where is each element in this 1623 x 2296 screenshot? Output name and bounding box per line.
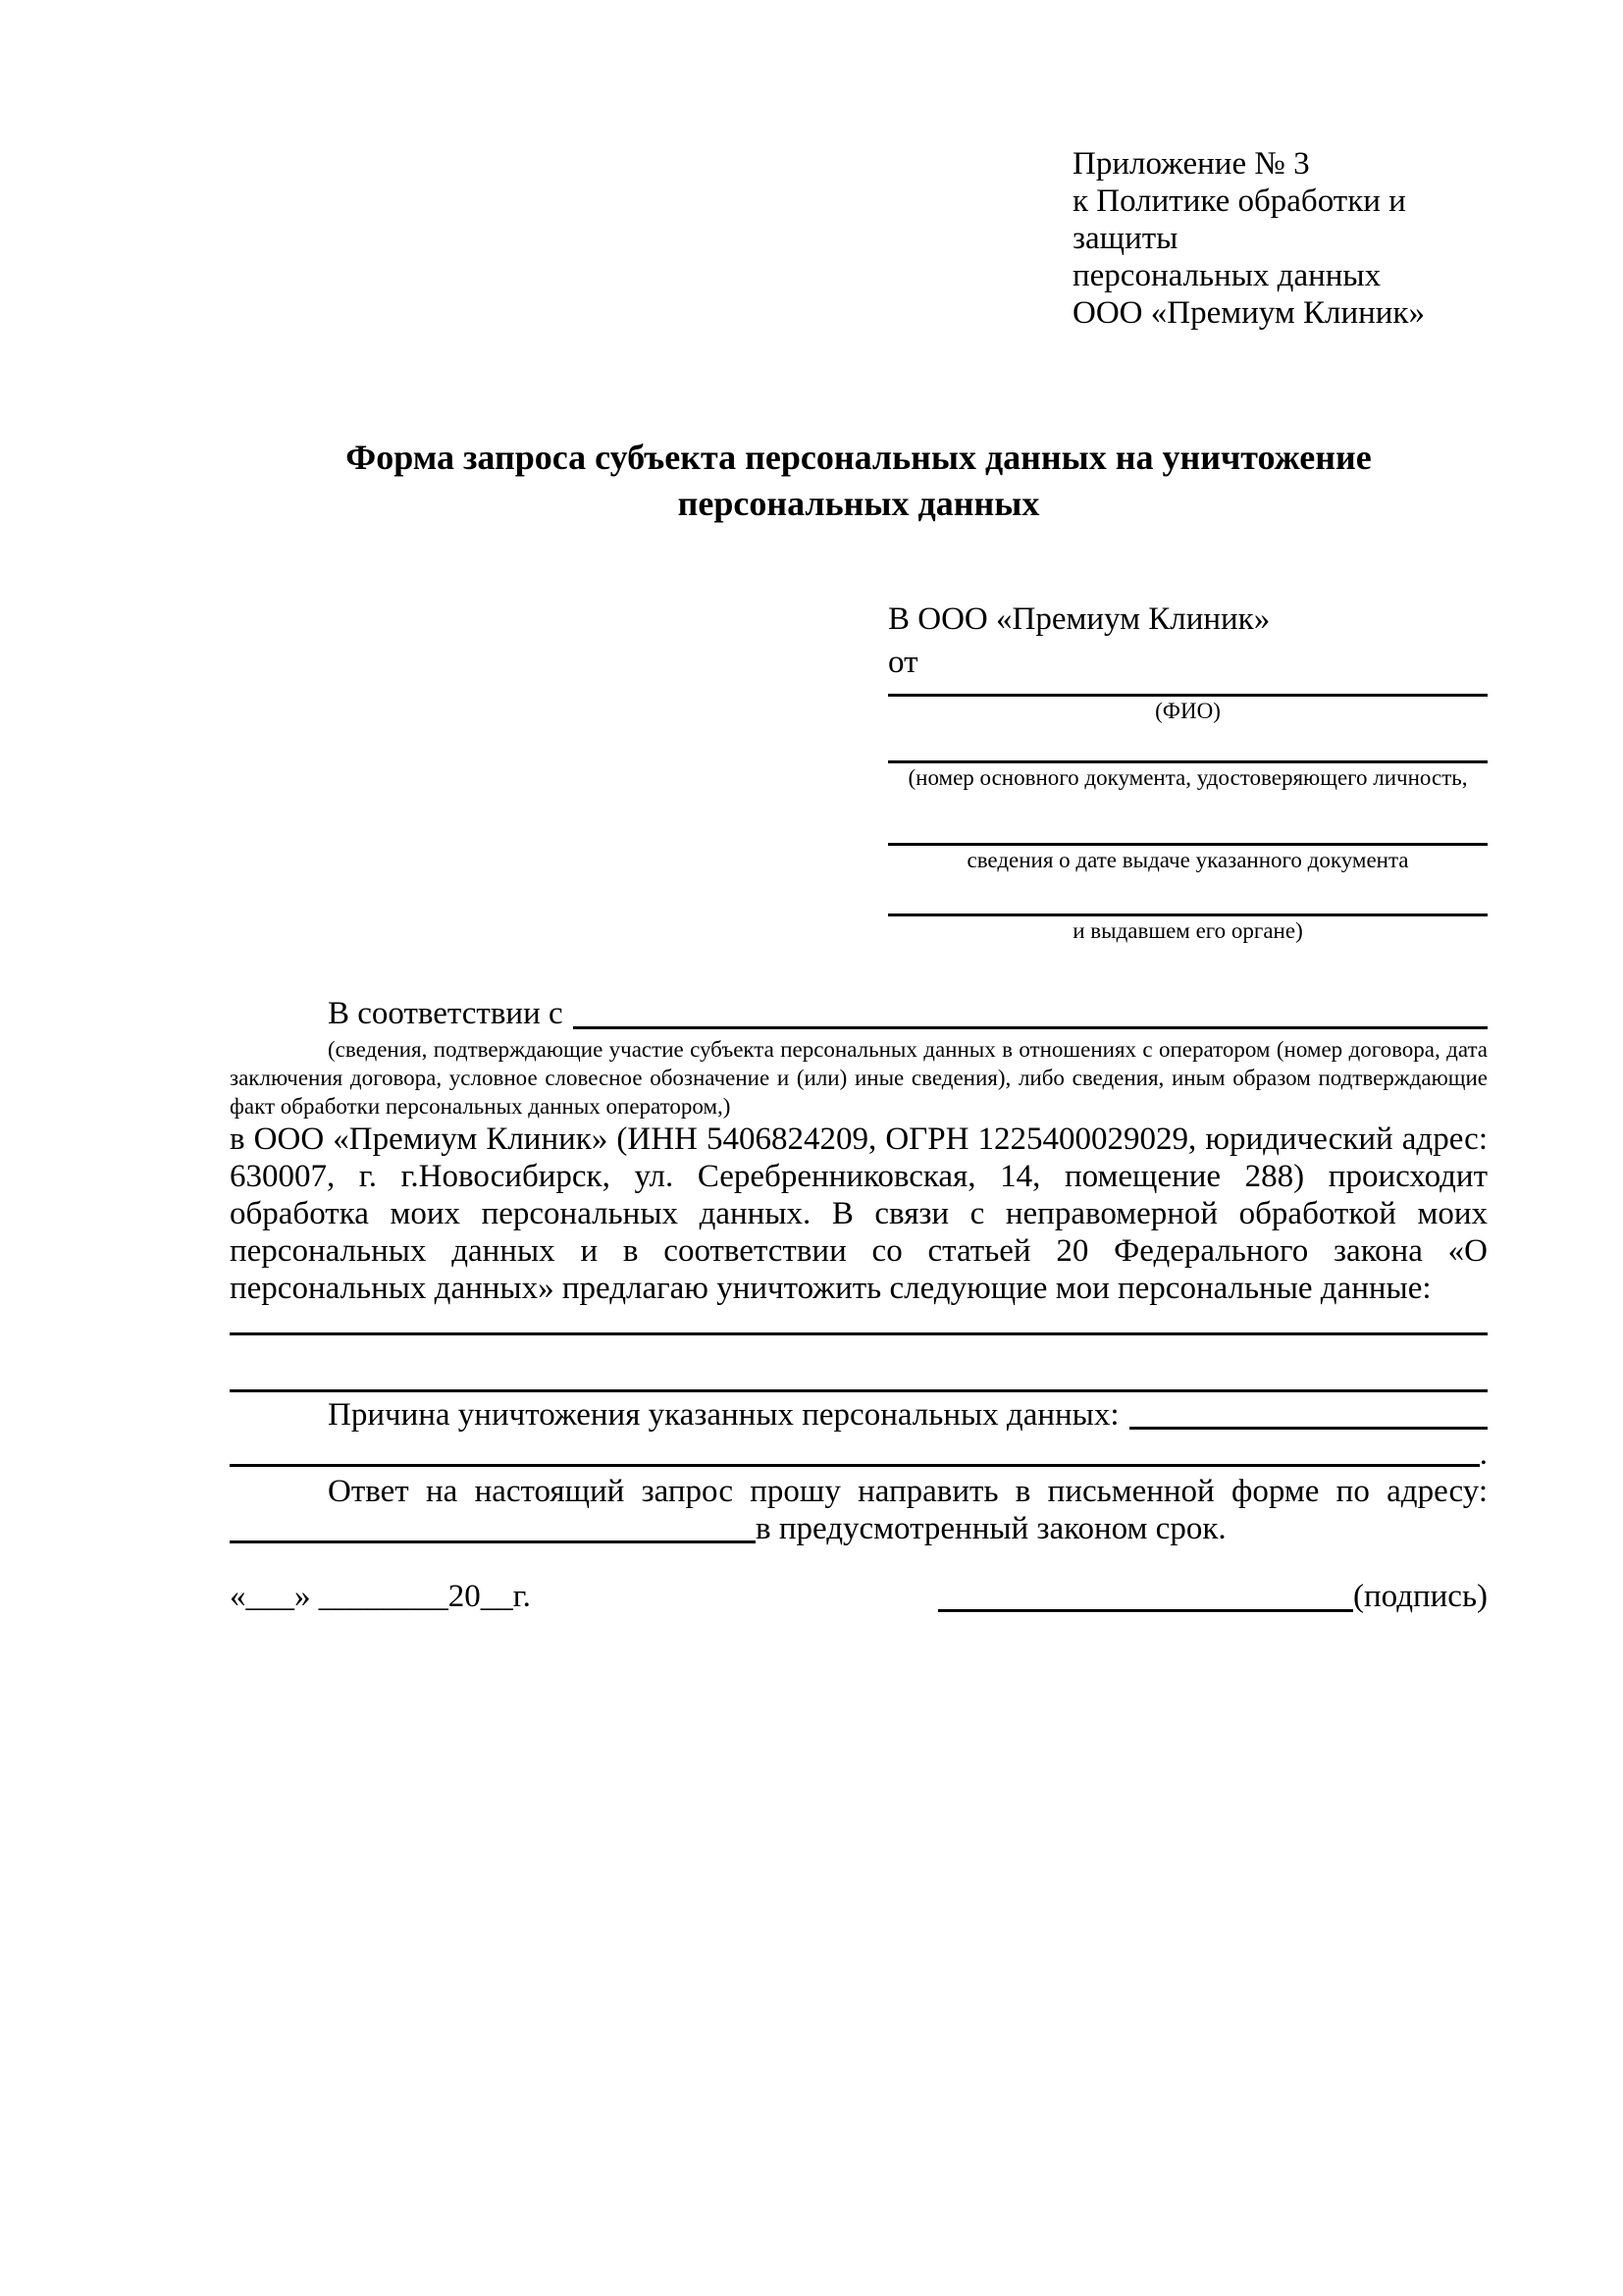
- addressee-from-label: от: [888, 645, 918, 680]
- details-blank-line-2[interactable]: [230, 1335, 1488, 1392]
- reason-continuation-blank-line[interactable]: [230, 1435, 1480, 1467]
- signature-blank-line[interactable]: [938, 1575, 1353, 1612]
- details-blank-line-1[interactable]: [230, 1307, 1488, 1335]
- header-right-line-1: Приложение № 3: [1073, 146, 1310, 182]
- fio-blank-line[interactable]: [888, 684, 1488, 697]
- fio-caption: (ФИО): [1155, 699, 1221, 723]
- date-blank[interactable]: «___» ________20__г.: [230, 1579, 531, 1614]
- issue-date-blank-line[interactable]: [888, 833, 1488, 846]
- reason-blank-line[interactable]: [1129, 1394, 1488, 1430]
- response-request-tail: в предусмотренный законом срок.: [756, 1511, 1227, 1546]
- doc-number-blank-line[interactable]: [888, 751, 1488, 763]
- response-address-blank-line[interactable]: [230, 1510, 756, 1543]
- header-right-line-4: ООО «Премиум Клиник»: [1073, 295, 1425, 331]
- addressee-block: [888, 598, 1488, 945]
- title-line-1: Форма запроса субъекта персональных данных на уничтожение: [345, 438, 1372, 477]
- reason-continuation-row: [230, 1435, 1488, 1473]
- document-title: [230, 435, 1488, 527]
- header-right-line-2: к Политике обработки и защиты: [1073, 183, 1406, 256]
- reason-row: [230, 1394, 1488, 1435]
- response-address-row: [230, 1510, 1488, 1547]
- footer-row: [230, 1575, 1488, 1618]
- header-right-line-3: персональных данных: [1073, 258, 1382, 293]
- doc-number-caption: (номер основного документа, удостоверяющего личность,: [908, 765, 1468, 790]
- issue-org-caption: и выдавшем его органе): [1073, 918, 1303, 943]
- issue-date-caption: сведения о дате выдаче указанного документа: [967, 848, 1409, 872]
- signature-group: [938, 1575, 1488, 1618]
- title-line-2: персональных данных: [677, 484, 1040, 523]
- accordance-row: [230, 992, 1488, 1035]
- accordance-blank-line[interactable]: [573, 992, 1488, 1029]
- reason-label: Причина уничтожения указанных персональных данных:: [328, 1397, 1120, 1433]
- signature-caption: (подпись): [1353, 1579, 1488, 1614]
- header-right-block: [1073, 145, 1488, 332]
- response-request-paragraph: Ответ на настоящий запрос прошу направить в письменной форме по адресу:: [328, 1474, 1488, 1509]
- reason-line-period: .: [1479, 1436, 1488, 1472]
- addressee-org: В ООО «Премиум Клиник»: [888, 601, 1271, 637]
- main-paragraph: в ООО «Премиум Клиник» (ИНН 5406824209, ОГРН 1225400029029, юридический адрес: 630007, г. г.Новосибирск, ул. Серебренниковская, 14, помещение 288) происходит обработка моих персональных данных. В связи с неправомерной обработкой моих персональных данных и в соответствии со статьей 20 Федерального закона «О персональных данных» предлагаю уничтожить следующие мои персональные данные:: [230, 1122, 1488, 1306]
- issue-org-blank-line[interactable]: [888, 904, 1488, 916]
- accordance-label: В соответствии с: [328, 996, 563, 1031]
- accordance-note: (сведения, подтверждающие участие субъекта персональных данных в отношениях с оператором (номер договора, дата заключения договора, условное словесное обозначение и (или) иные сведения), либо сведения, иным образом подтверждающие факт обработки персональных данных оператором,): [230, 1037, 1488, 1119]
